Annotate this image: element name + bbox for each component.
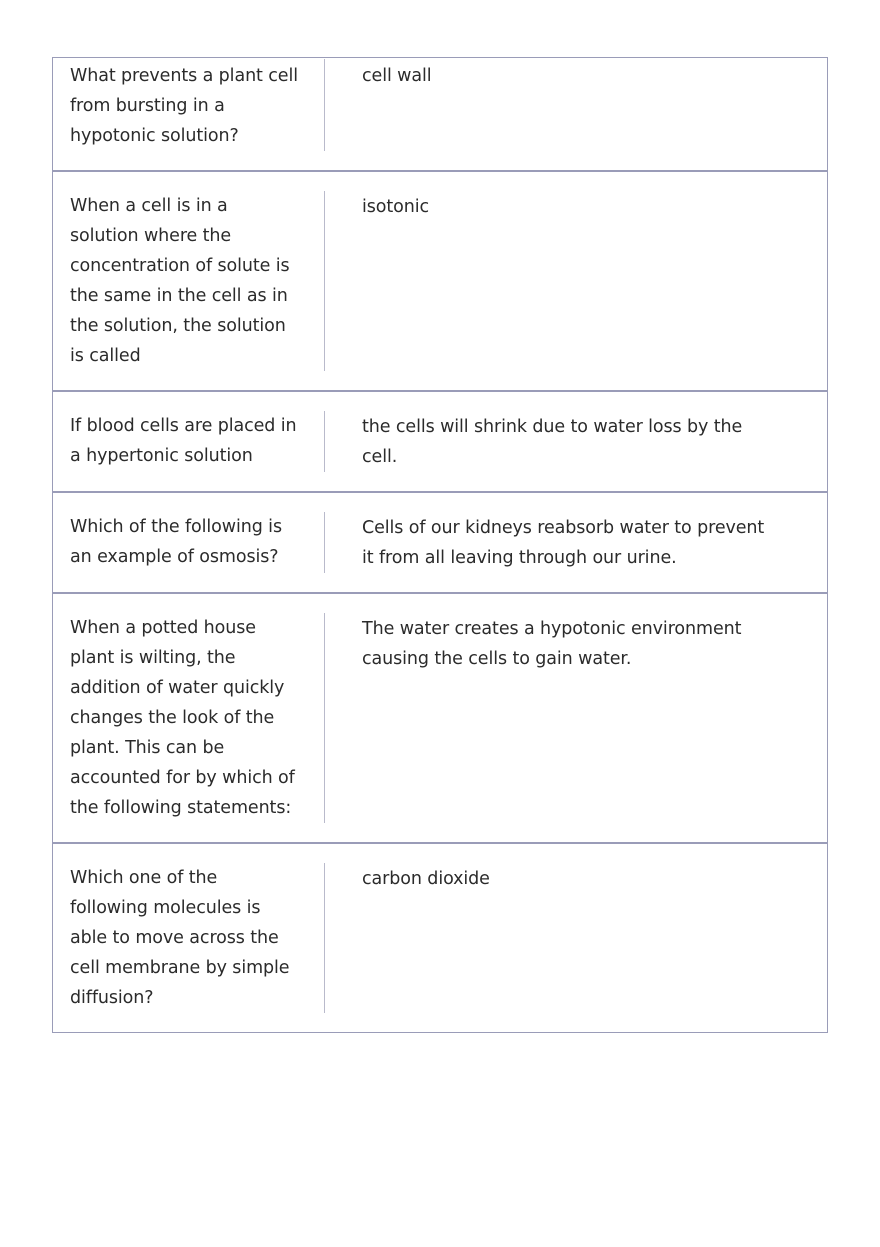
flashcard-term <box>53 512 325 573</box>
flashcard-definition <box>325 392 827 491</box>
term-text: When a potted house plant is wilting, the addition of water quickly changes the look of the plant. This can be accounted for by which of the following statements: <box>70 618 295 818</box>
definition-text: isotonic <box>362 197 430 217</box>
flashcard-definition <box>325 493 827 592</box>
flashcard-term <box>53 613 325 823</box>
term-text: Which of the following is an example of osmosis? <box>70 517 282 567</box>
definition-text: The water creates a hypotonic environment causing the cells to gain water. <box>362 619 742 669</box>
flashcard-row <box>53 390 827 491</box>
flashcard-row <box>53 491 827 592</box>
definition-text: carbon dioxide <box>362 869 490 889</box>
term-text: What prevents a plant cell from bursting in a hypotonic solution? <box>70 66 298 146</box>
flashcard-row <box>53 170 827 390</box>
term-text: If blood cells are placed in a hypertonic solution <box>70 416 297 466</box>
term-text: When a cell is in a solution where the concentration of solute is the same in the cell as in the solution, the solution is called <box>70 196 290 366</box>
term-text: Which one of the following molecules is able to move across the cell membrane by simple diffusion? <box>70 868 290 1008</box>
flashcard-sheet <box>52 57 828 1033</box>
flashcard-row <box>53 842 827 1032</box>
flashcard-definition <box>325 844 827 1032</box>
flashcard-definition <box>325 172 827 390</box>
flashcard-row <box>53 592 827 842</box>
flashcard-term <box>53 191 325 371</box>
flashcard-term <box>53 411 325 472</box>
flashcard-term <box>53 863 325 1013</box>
definition-text: the cells will shrink due to water loss by the cell. <box>362 417 743 467</box>
flashcard-definition <box>325 58 827 170</box>
flashcard-term <box>53 59 325 151</box>
flashcard-definition <box>325 594 827 842</box>
flashcard-row <box>53 58 827 170</box>
definition-text: Cells of our kidneys reabsorb water to prevent it from all leaving through our urine. <box>362 518 765 568</box>
definition-text: cell wall <box>362 66 432 86</box>
